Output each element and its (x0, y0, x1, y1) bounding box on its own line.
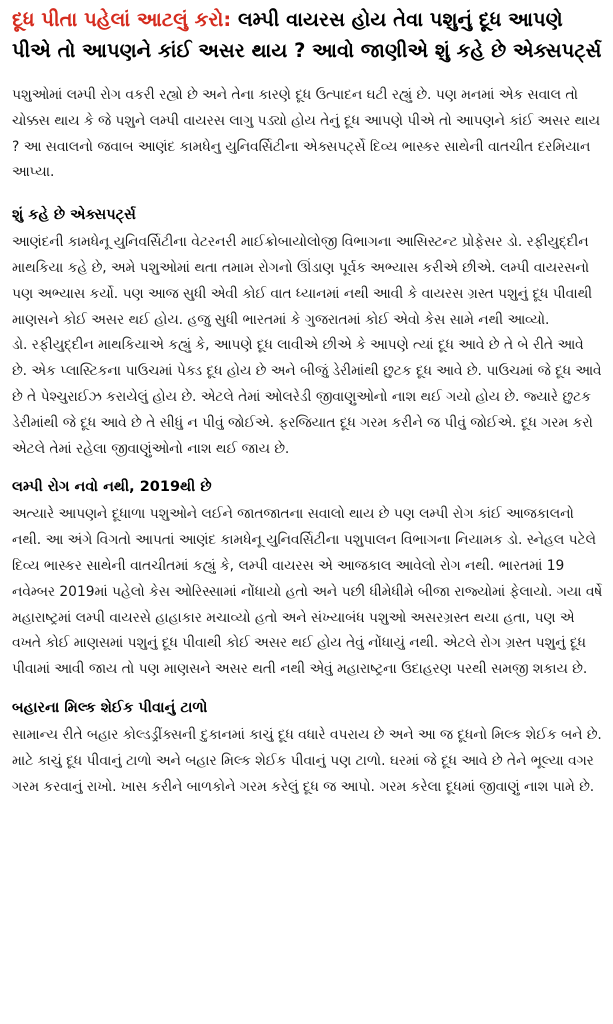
section-milkshake (12, 697, 603, 800)
section-experts (12, 204, 603, 462)
section-paragraph: અત્યારે આપણને દૂધાળા પશુઓને લઈને જાતજાતના સવાલો થાય છે પણ લમ્પી રોગ કાંઈ આજકાલનો નથી. આ અંગે વિગતો આપતાં આણંદ કામધેનૂ યુનિવર્સિટીના પશુપાલન વિભાગના નિયામક ડો. સ્નેહલ પટેલે દિવ્ય ભાસ્કર સાથેની વાતચીતમાં કહ્યું કે, લમ્પી વાયરસ એ આજકાલ આવેલો રોગ નથી. ભારતમાં 19 નવેમ્બર 2019માં પહેલો કેસ ઓરિસ્સામાં નોંધાયો હતો અને પછી ધીમેધીમે બીજા રાજ્યોમાં ફેલાયો. ગયા વર્ષે મહારાષ્ટ્રમાં લમ્પી વાયરસે હાહાકાર મચાવ્યો હતો અને સંખ્યાબંધ પશુઓ અસરગ્રસ્ત થયા હતા, પણ એ વખતે કોઈ માણસમાં પશુનું દૂધ પીવાથી કોઈ અસર થઈ હોય તેવું નોંધાયું નથી. એટલે રોગ ગ્રસ્ત પશુનું દૂધ પીવામાં આવી જાય તો પણ માણસને અસર થતી નથી એવું મહારાષ્ટ્રના ઉદાહરણ પરથી સમજી શકાય છે. (12, 506, 603, 678)
section-lumpy-since-2019 (12, 476, 603, 683)
article-headline (12, 4, 603, 66)
section-heading: લમ્પી રોગ નવો નથી, 2019થી છે (12, 479, 212, 496)
section-paragraph: સામાન્ય રીતે બહાર કોલ્ડડ્રીંક્સની દુકાનમાં કાચું દૂધ વધારે વપરાય છે અને આ જ દૂધનો મિલ્ક શેઈક બને છે. માટે કાચું દૂધ પીવાનું ટાળો અને બહાર મિલ્ક શેઈક પીવાનું પણ ટાળો. ઘરમાં જે દૂધ આવે છે તેને ભૂલ્યા વગર ગરમ કરવાનું રાખો. ખાસ કરીને બાળકોને ગરમ કરેલું દૂધ જ આપો. ગરમ કરેલા દૂધમાં જીવાણું નાશ પામે છે. (12, 726, 602, 795)
section-paragraph: ડો. રફીયુદ્દીન માથકિયાએ કહ્યું કે, આપણે દૂધ લાવીએ છીએ કે આપણે ત્યાં દૂધ આવે છે તે બે રીતે આવે છે. એક પ્લાસ્ટિકના પાઉચમાં પેક્ડ દૂધ હોય છે અને બીજું ડેરીમાંથી છુટક દૂધ આવે છે. પાઉચમાં જે દૂધ આવે છે તે પેશ્ચુરાઈઝ કરાયેલું હોય છે. એટલે તેમાં ઓલરેડી જીવાણુઓનો નાશ થઈ ગયો હોય છે. જ્યારે છુટક ડેરીમાંથી જે દૂધ આવે છે તે સીધું ન પીવું જોઈએ. ફરજિયાત દૂધ ગરમ કરીને જ પીવું જોઈએ. દૂધ ગરમ કરો એટલે તેમાં રહેલા જીવાણુંઓનો નાશ થઈ જાય છે. (12, 337, 602, 457)
section-heading: શું કહે છે એક્સપર્ટ્સ (12, 207, 136, 224)
headline-text: લમ્પી વાયરસ હોય તેવા પશુનું દૂધ આપણે પીએ તો આપણને કાંઈ અસર થાય ? આવો જાણીએ શું કહે છે એક્સપર્ટ્સ (12, 8, 602, 62)
headline-prefix: દૂધ પીતા પહેલાં આટલું કરો: (12, 8, 232, 31)
section-paragraph: આણંદની કામધેનૂ યુનિવર્સિટીના વેટરનરી માઈક્રોબાયોલોજી વિભાગના આસિસ્ટન્ટ પ્રોફેસર ડો. રફીયુદ્દીન માથકિયા કહે છે, અમે પશુઓમાં થતા તમામ રોગનો ઊંડાણ પૂર્વક અભ્યાસ કરીએ છીએ. લમ્પી વાયરસનો પણ અભ્યાસ કર્યો. પણ આજ સુધી એવી કોઈ વાત ધ્યાનમાં નથી આવી કે વાયરસ ગ્રસ્ત પશુનું દૂધ પીવાથી માણસને કોઈ અસર થઈ હોય. હજુ સુધી ભારતમાં કે ગુજરાતમાં કોઈ એવો કેસ સામે નથી આવ્યો. (12, 234, 593, 328)
section-heading: બહારના મિલ્ક શેઈક પીવાનું ટાળો (12, 699, 208, 716)
intro-paragraph: પશુઓમાં લમ્પી રોગ વકરી રહ્યો છે અને તેના કારણે દૂધ ઉત્પાદન ઘટી રહ્યું છે. પણ મનમાં એક સવાલ તો ચોક્કસ થાય કે જે પશુને લમ્પી વાયરસ લાગુ પડ્યો હોય તેનું દૂધ આપણે પીએ તો આપણને કાંઈ અસર થાય ? આ સવાલનો જવાબ આણંદ કામધેનુ યુનિવર્સિટીના એક્સપર્ટ્સે દિવ્ય ભાસ્કર સાથેની વાતચીત દરમિયાન આપ્યા. (12, 87, 600, 181)
